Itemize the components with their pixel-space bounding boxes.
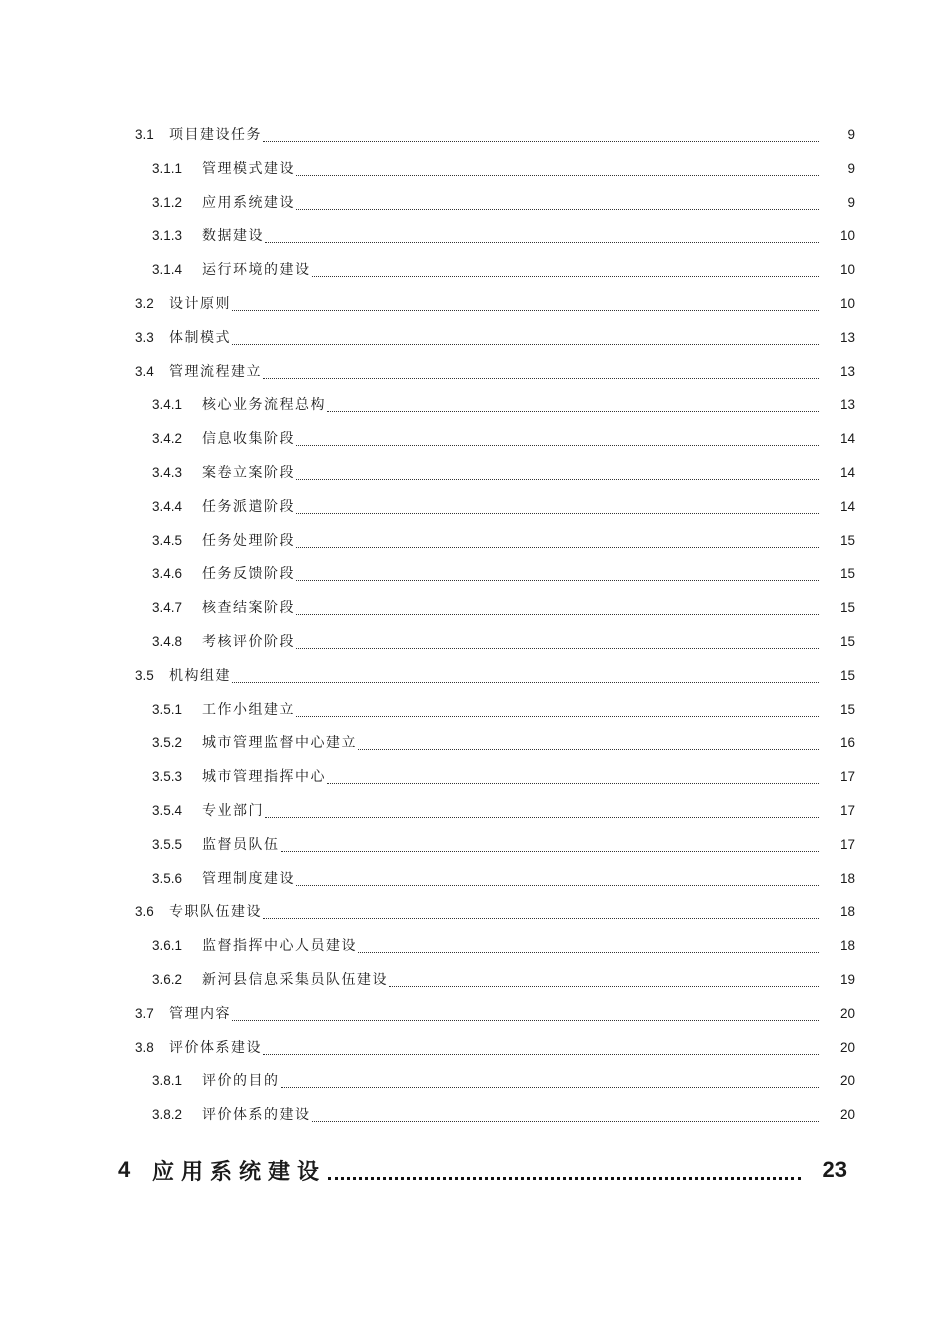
- toc-entry-number: 3.4.5: [152, 532, 183, 548]
- toc-entry-title: 监督指挥中心人员建设: [202, 938, 357, 955]
- toc-entry-title: 评价体系的建设: [202, 1107, 311, 1124]
- toc-entry-number: 3.8: [135, 1039, 154, 1055]
- toc-entry-title: 机构组建: [169, 667, 231, 684]
- toc-entry-title: 运行环境的建设: [202, 262, 311, 279]
- toc-entry-page-number: 17: [839, 769, 855, 785]
- toc-entry-page-number: 17: [839, 836, 855, 852]
- toc-entry[interactable]: [0, 118, 950, 152]
- toc-entry-page-number: 19: [839, 972, 855, 987]
- toc-entry[interactable]: [0, 321, 950, 355]
- toc-entry[interactable]: [0, 625, 950, 659]
- toc-entry-title: 应用系统建设: [202, 194, 295, 211]
- chapter-title: 应用系统建设: [152, 1159, 327, 1185]
- toc-entry-number: 3.6.1: [152, 938, 183, 954]
- dot-leader: [389, 985, 819, 987]
- toc-entry-page-number: 14: [839, 431, 855, 447]
- dot-leader: [312, 275, 820, 277]
- toc-entry[interactable]: [0, 997, 950, 1031]
- toc-entry-page-number: 10: [839, 228, 855, 244]
- toc-entry-number: 3.4: [135, 363, 154, 379]
- toc-entry-title: 城市管理监督中心建立: [202, 735, 357, 752]
- dot-leader: [281, 1086, 820, 1088]
- dot-leader: [263, 1053, 819, 1055]
- toc-entry-title: 考核评价阶段: [202, 634, 295, 650]
- toc-entry-page-number: 16: [839, 735, 855, 751]
- toc-entry[interactable]: [0, 388, 950, 422]
- dot-leader: [296, 478, 819, 480]
- dot-leader: [265, 241, 819, 243]
- toc-entry-title: 专业部门: [202, 803, 264, 819]
- toc-entry-number: 3.7: [135, 1005, 154, 1021]
- toc-entry[interactable]: [0, 355, 950, 389]
- toc-entry[interactable]: [0, 760, 950, 794]
- toc-entry-title: 体制模式: [169, 329, 231, 346]
- toc-entry-page-number: 15: [839, 701, 855, 717]
- toc-entry-number: 3.8.2: [152, 1107, 183, 1123]
- dot-leader: [312, 1120, 820, 1122]
- toc-entry[interactable]: [0, 186, 950, 220]
- toc-entry-number: 3.4.6: [152, 566, 183, 582]
- dot-leader: [296, 208, 819, 210]
- toc-entry-page-number: 13: [839, 397, 855, 413]
- toc-entry[interactable]: [0, 1064, 950, 1098]
- toc-entry[interactable]: [0, 1098, 950, 1132]
- toc-entry[interactable]: [0, 219, 950, 253]
- toc-entry-number: 3.8.1: [152, 1073, 183, 1089]
- toc-entry-page-number: 17: [839, 803, 855, 818]
- toc-entry[interactable]: [0, 287, 950, 321]
- toc-entry-page-number: 15: [839, 600, 855, 616]
- dot-leader: [296, 647, 819, 649]
- toc-entry[interactable]: [0, 828, 950, 862]
- toc-entry-title: 管理流程建立: [169, 363, 262, 380]
- toc-entry-number: 3.5.4: [152, 803, 183, 818]
- toc-entry-number: 3.5.1: [152, 701, 183, 717]
- dot-leader: [296, 715, 819, 717]
- toc-entry-title: 专职队伍建设: [169, 904, 262, 921]
- toc-entry-number: 3.1.1: [152, 160, 183, 176]
- toc-entry-title: 管理模式建设: [202, 160, 295, 177]
- toc-entry-title: 城市管理指挥中心: [202, 769, 326, 786]
- toc-entry[interactable]: [0, 591, 950, 625]
- dot-leader: [296, 444, 819, 446]
- toc-entry[interactable]: [0, 693, 950, 727]
- toc-entry-title: 核查结案阶段: [202, 600, 295, 617]
- toc-entry-title: 设计原则: [169, 296, 231, 312]
- toc-entry-page-number: 20: [839, 1073, 855, 1089]
- toc-entry[interactable]: [0, 152, 950, 186]
- dot-leader: [263, 377, 819, 379]
- toc-entry-number: 3.5: [135, 667, 154, 683]
- toc-entry-number: 3.1: [135, 127, 154, 142]
- chapter-page-number: 23: [822, 1157, 847, 1182]
- toc-entry-page-number: 15: [839, 634, 855, 649]
- dot-leader: [281, 850, 820, 852]
- toc-entry-title: 项目建设任务: [169, 127, 262, 143]
- toc-entry-title: 核心业务流程总构: [202, 397, 326, 414]
- toc-entry-page-number: 14: [839, 465, 855, 480]
- toc-entry-number: 3.4.7: [152, 600, 183, 616]
- toc-entry-page-number: 15: [839, 532, 855, 548]
- toc-entry[interactable]: [0, 1031, 950, 1065]
- dot-leader: [232, 1019, 819, 1021]
- dot-leader: [358, 748, 819, 750]
- toc-entry-page-number: 9: [847, 194, 855, 210]
- toc-entry-number: 3.5.3: [152, 769, 183, 785]
- toc-entry-number: 3.6: [135, 904, 154, 920]
- toc-entry-title: 管理内容: [169, 1005, 231, 1022]
- toc-entry[interactable]: [0, 794, 950, 828]
- toc-entry-title: 评价的目的: [202, 1073, 280, 1090]
- toc-entry-page-number: 10: [839, 262, 855, 278]
- toc-entry-title: 新河县信息采集员队伍建设: [202, 972, 388, 988]
- toc-entry-number: 3.1.2: [152, 194, 183, 210]
- dot-leader: [296, 174, 819, 176]
- toc-entry-title: 工作小组建立: [202, 701, 295, 718]
- toc-entry-title: 管理制度建设: [202, 870, 295, 887]
- toc-entry-title: 案卷立案阶段: [202, 465, 295, 481]
- dot-leader: [265, 816, 819, 818]
- toc-entry-page-number: 13: [839, 329, 855, 345]
- dot-leader: [296, 579, 819, 581]
- toc-entry-page-number: 18: [839, 938, 855, 954]
- toc-entry[interactable]: [0, 659, 950, 693]
- toc-chapter-entry[interactable]: [0, 1150, 950, 1190]
- dot-leader: [232, 343, 819, 345]
- toc-entry-number: 3.1.4: [152, 262, 183, 278]
- toc-entry-number: 3.4.3: [152, 465, 183, 480]
- toc-entry-title: 任务反馈阶段: [202, 566, 295, 583]
- dot-leader: [358, 951, 819, 953]
- toc-entry-page-number: 10: [839, 296, 855, 311]
- toc-entry-title: 评价体系建设: [169, 1039, 262, 1056]
- dot-leader: [232, 681, 819, 683]
- dot-leader: [296, 512, 819, 514]
- toc-entry[interactable]: [0, 524, 950, 558]
- dot-leader: [263, 917, 819, 919]
- toc-entry-number: 3.2: [135, 296, 154, 311]
- toc-entry[interactable]: [0, 929, 950, 963]
- toc-entry[interactable]: [0, 862, 950, 896]
- dot-leader: [296, 613, 819, 615]
- toc-entry[interactable]: [0, 726, 950, 760]
- toc-entry-number: 3.5.2: [152, 735, 183, 751]
- dot-leader: [296, 546, 819, 548]
- toc-entry-page-number: 20: [839, 1107, 855, 1123]
- toc-entry-page-number: 9: [847, 160, 855, 176]
- toc-entry[interactable]: [0, 253, 950, 287]
- toc-entry-number: 3.4.1: [152, 397, 183, 413]
- toc-entry-number: 3.1.3: [152, 228, 183, 244]
- dot-leader: [327, 410, 819, 412]
- toc-entry-title: 任务派遣阶段: [202, 498, 295, 515]
- toc-entry-page-number: 18: [839, 904, 855, 920]
- chapter-number: 4: [118, 1157, 131, 1182]
- toc-entry-title: 监督员队伍: [202, 836, 280, 853]
- dot-leader: [296, 884, 819, 886]
- toc-entry-page-number: 20: [839, 1005, 855, 1021]
- toc-entry-page-number: 14: [839, 498, 855, 514]
- toc-entry-number: 3.5.6: [152, 870, 183, 886]
- toc-entry[interactable]: [0, 490, 950, 524]
- toc-entry-page-number: 18: [839, 870, 855, 886]
- toc-entry-page-number: 15: [839, 667, 855, 683]
- dot-leader: [232, 309, 819, 311]
- toc-entry[interactable]: [0, 895, 950, 929]
- dot-leader: [328, 1177, 801, 1180]
- toc-entry[interactable]: [0, 963, 950, 997]
- dot-leader: [263, 140, 819, 142]
- toc-entry-number: 3.4.8: [152, 634, 183, 649]
- toc-entry-number: 3.4.2: [152, 431, 183, 447]
- toc-entry-title: 信息收集阶段: [202, 431, 295, 448]
- toc-entry-page-number: 13: [839, 363, 855, 379]
- toc-entry-title: 任务处理阶段: [202, 532, 295, 549]
- toc-entry[interactable]: [0, 456, 950, 490]
- toc-entry-page-number: 9: [847, 127, 855, 142]
- toc-entry-title: 数据建设: [202, 228, 264, 245]
- toc-entry-number: 3.6.2: [152, 972, 183, 987]
- dot-leader: [327, 782, 819, 784]
- toc-entry-number: 3.4.4: [152, 498, 183, 514]
- toc-entry-number: 3.5.5: [152, 836, 183, 852]
- toc-entry-number: 3.3: [135, 329, 154, 345]
- toc-entry[interactable]: [0, 422, 950, 456]
- toc-entry-page-number: 20: [839, 1039, 855, 1055]
- toc-entry[interactable]: [0, 557, 950, 591]
- toc-entry-page-number: 15: [839, 566, 855, 582]
